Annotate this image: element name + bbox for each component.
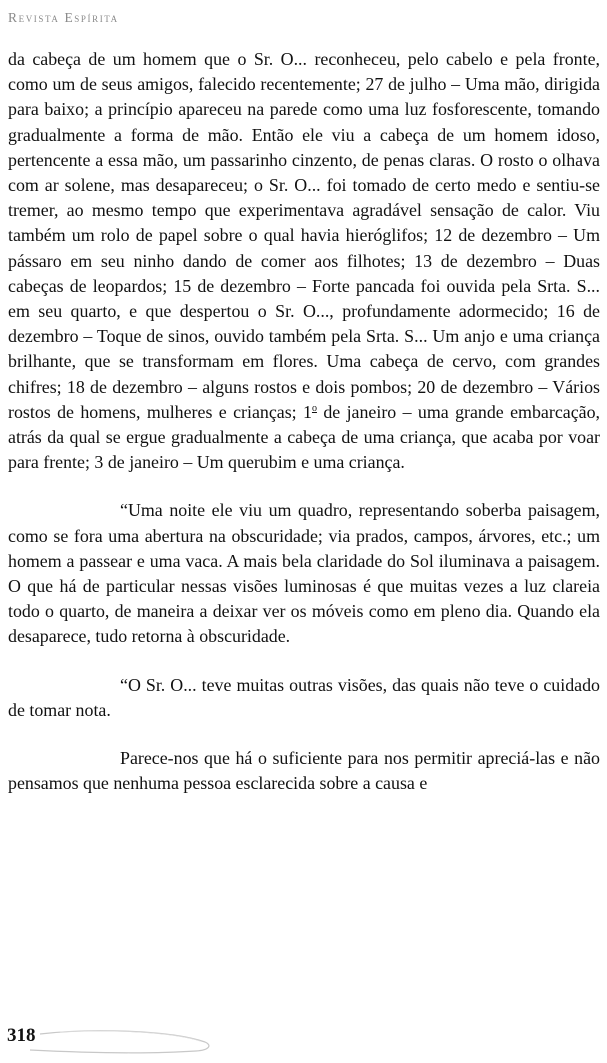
paragraph-continuation	[8, 47, 600, 475]
page-number: 318	[7, 1025, 36, 1046]
running-head-title: Revista Espírita	[8, 10, 119, 25]
paragraph-text: de janeiro – uma grande embarcação, atrás da qual se ergue gradualmente a cabeça de uma criança, que acaba por voar para frente; 3 de janeiro – Um querubim e uma criança.	[8, 401, 600, 473]
paragraph-text: da cabeça de um homem que o Sr. O... reconheceu, pelo cabelo e pela fronte, como um de seus amigos, falecido recentemente; 27 de julho – Uma mão, dirigida para baixo; a princípio apareceu na parede como uma luz fosforescente, tomando gradualmente a forma de mão. Então ele viu a cabeça de um homem idoso, pertencente a essa mão, um passarinho cinzento, de penas claras. O rosto o olhava com ar solene, mas desapareceu; o Sr. O... foi tomado de certo medo e sentiu-se tremer, ao mesmo tempo que experimentava agradável sensação de calor. Viu também um rolo de papel sobre o qual havia hieróglifos; 12 de dezembro – Um pássaro em seu ninho dando de comer aos filhotes; 13 de dezembro – Duas cabeças de leopardos; 15 de dezembro – Forte pancada foi ouvida pela Srta. S... em seu quarto, e que despertou o Sr. O..., profundamente adormecido; 16 de dezembro – Toque de sinos, ouvido também pela Srta. S... Um anjo e uma criança brilhante, que se transformam em flores. Uma cabeça de cervo, com grandes chifres; 18 de dezembro – alguns rostos e dois pombos; 20 de dezembro – Vários rostos de homens, mulheres e crianças; 1	[8, 49, 600, 422]
paragraph-landscape-vision: “Uma noite ele viu um quadro, representando soberba paisagem, como se fora uma abertura na obscuridade; via prados, campos, árvores, etc.; um homem a passear e uma vaca. A mais bela claridade do Sol iluminava a paisagem. O que há de particular nessas visões luminosas é que muitas vezes a luz clareia todo o quarto, de maneira a deixar ver os móveis como em pleno dia. Quando ela desaparece, tudo retorna à obscuridade.	[8, 500, 600, 647]
paragraph-other-visions: “O Sr. O... teve muitas outras visões, das quais não teve o cuidado de tomar nota.	[8, 674, 600, 720]
ordinal-indicator: o	[311, 402, 317, 414]
paragraph-conclusion: Parece-nos que há o suficiente para nos permitir apreciá-las e não pensamos que nenhuma pessoa esclarecida sobre a causa e	[8, 748, 600, 794]
footer-swash-ornament	[0, 1020, 240, 1060]
page-body	[8, 47, 600, 796]
